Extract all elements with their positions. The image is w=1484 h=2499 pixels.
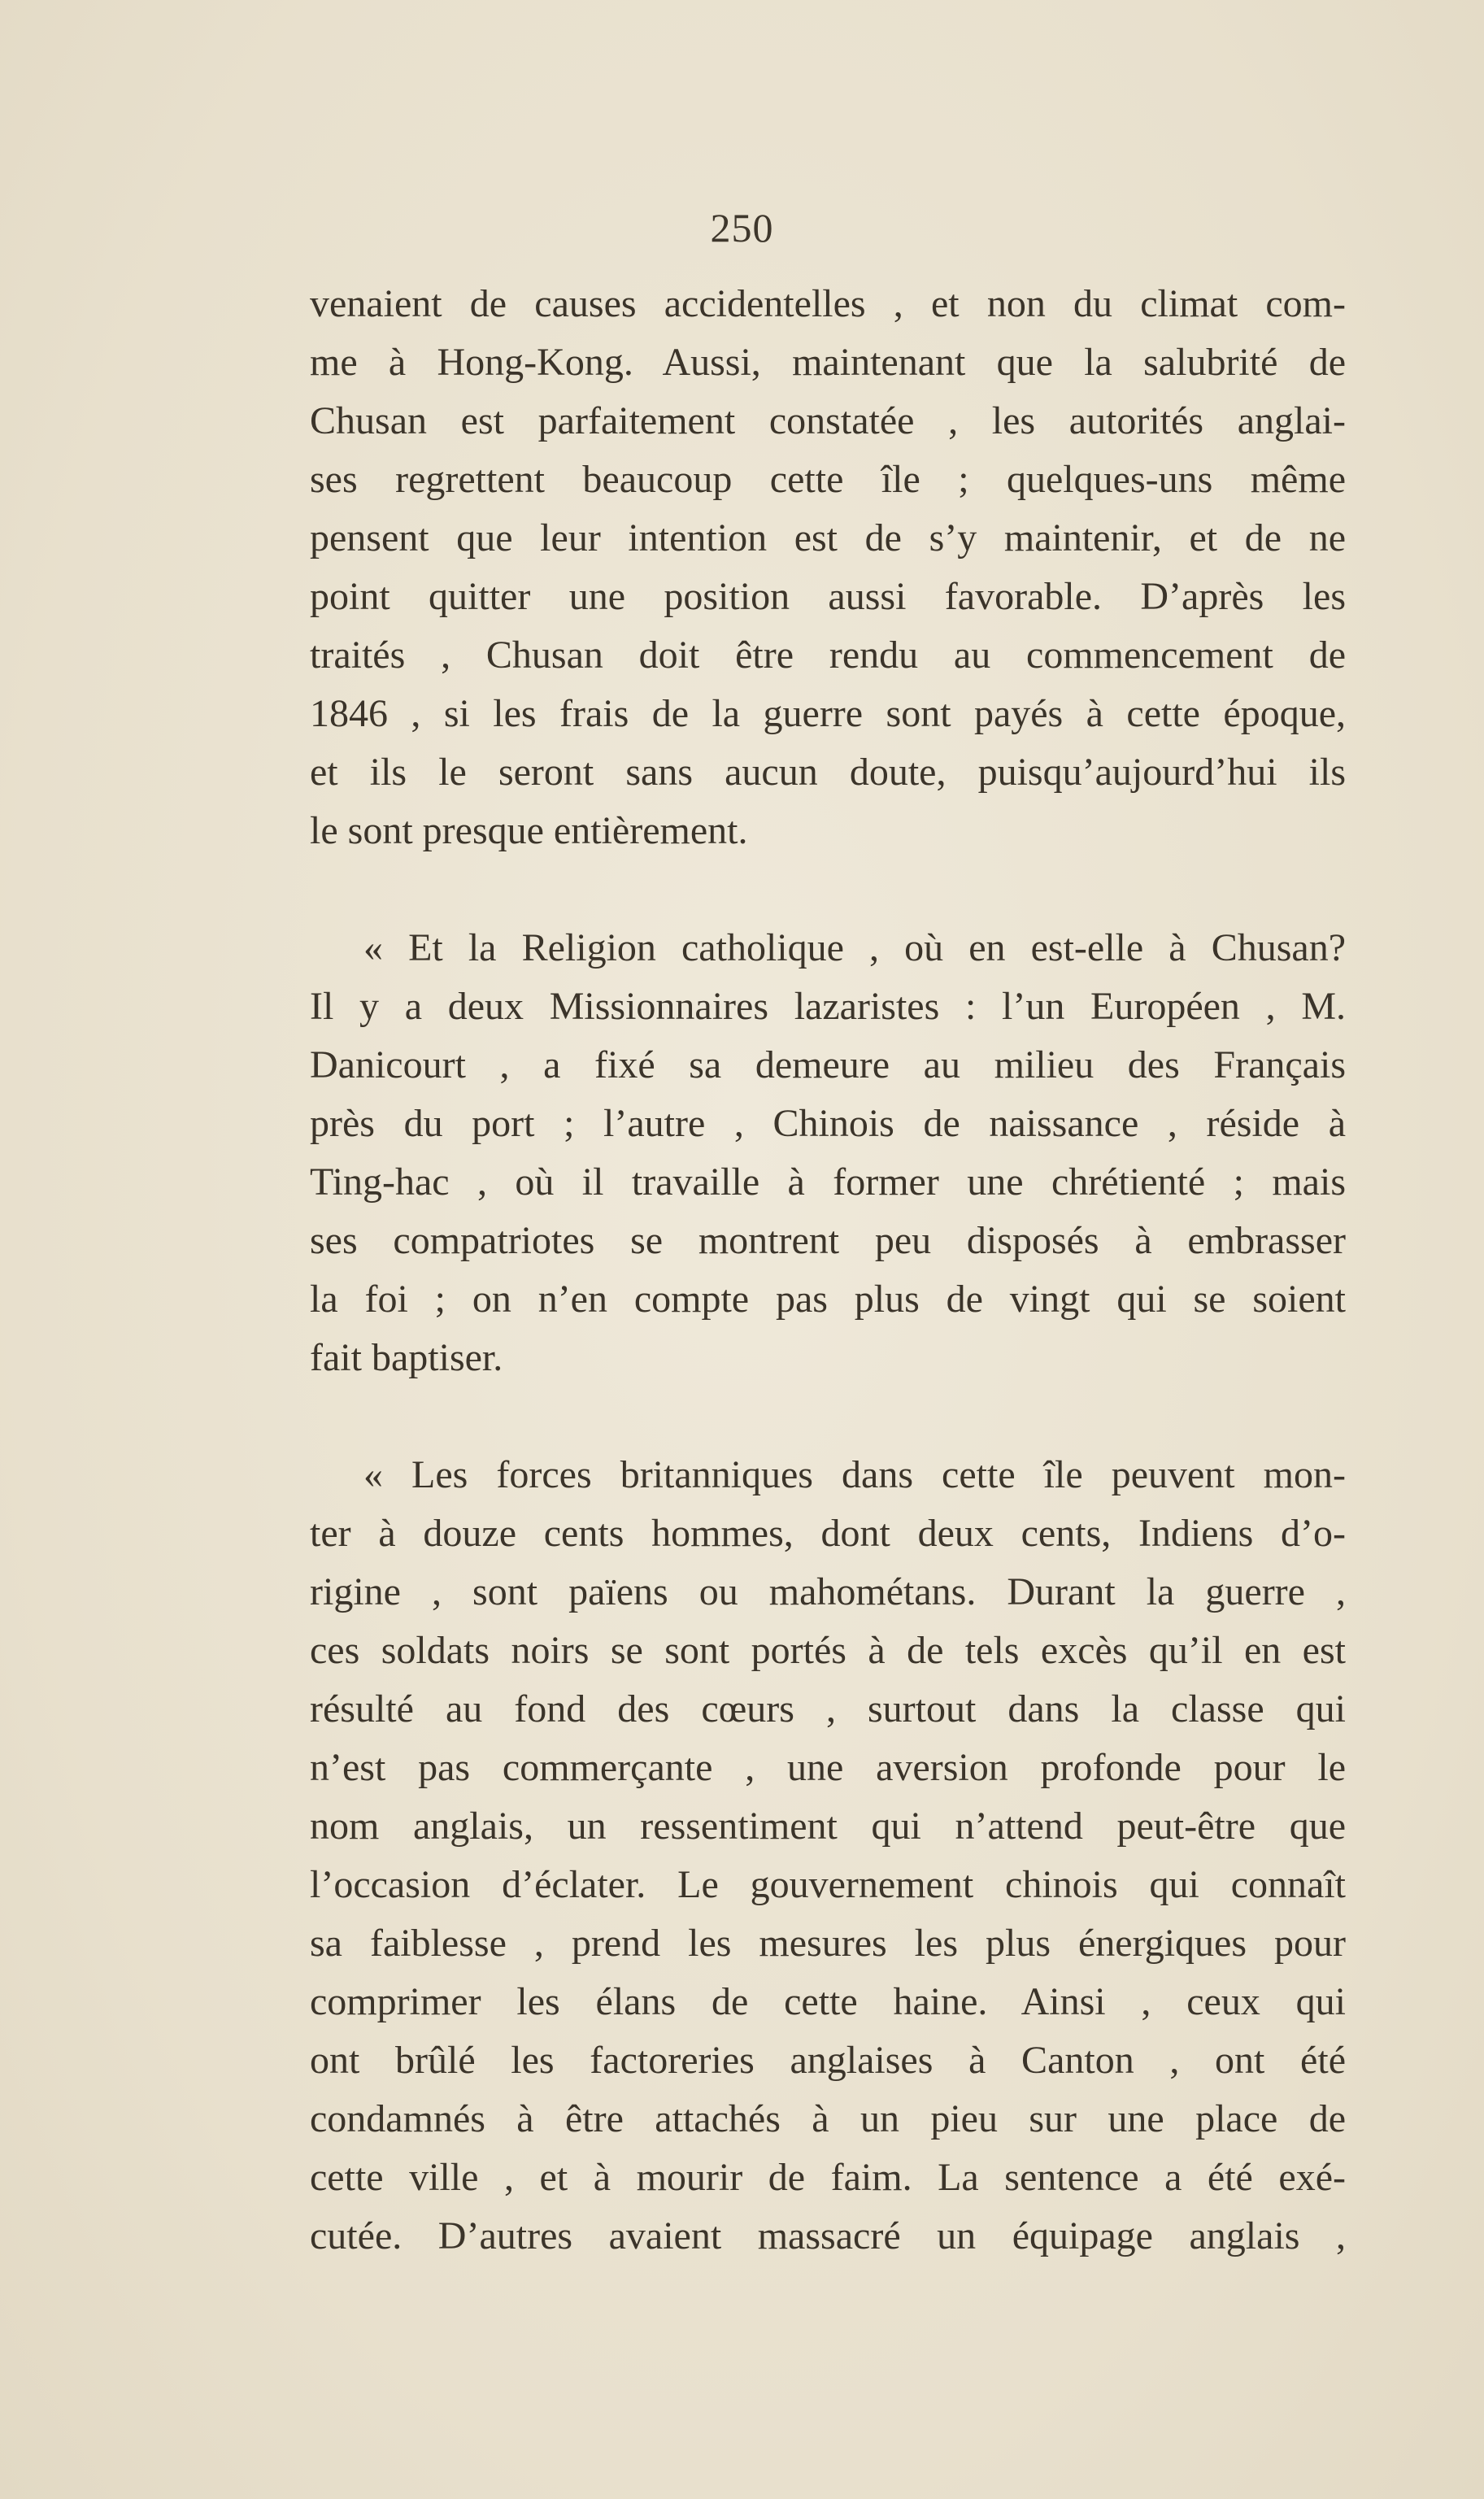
text-line: cette ville , et à mourir de faim. La sentence a été exé- (310, 2156, 1346, 2199)
text-line: condamnés à être attachés à un pieu sur une place de (310, 2097, 1346, 2140)
text-line: rigine , sont païens ou mahométans. Durant la guerre , (310, 1570, 1346, 1613)
text-line: venaient de causes accidentelles , et non du climat com- (310, 282, 1346, 325)
text-line: me à Hong-Kong. Aussi, maintenant que la salubrité de (310, 341, 1346, 384)
text-line: ses compatriotes se montrent peu disposés à embrasser (310, 1219, 1346, 1262)
text-line: l’occasion d’éclater. Le gouvernement chinois qui connaît (310, 1863, 1346, 1906)
text-line: Chusan est parfaitement constatée , les autorités anglai- (310, 399, 1346, 442)
text-line: nom anglais, un ressentiment qui n’attend peut-être que (310, 1805, 1346, 1848)
paragraph-3 (310, 1446, 1346, 2266)
text-line: résulté au fond des cœurs , surtout dans la classe qui (310, 1687, 1346, 1731)
body-text (310, 275, 1346, 2266)
text-line: ses regrettent beaucoup cette île ; quelques-uns même (310, 458, 1346, 501)
text-line: cutée. D’autres avaient massacré un équipage anglais , (310, 2214, 1346, 2257)
text-line: et ils le seront sans aucun doute, puisqu’aujourd’hui ils (310, 751, 1346, 794)
text-line: fait baptiser. (310, 1336, 503, 1379)
text-line: pensent que leur intention est de s’y maintenir, et de ne (310, 516, 1346, 559)
text-line: ont brûlé les factoreries anglaises à Canton , ont été (310, 2039, 1346, 2082)
text-line: Ting-hac , où il travaille à former une chrétienté ; mais (310, 1160, 1346, 1204)
page-number: 250 (710, 205, 774, 250)
text-line: traités , Chusan doit être rendu au commencement de (310, 633, 1346, 677)
text-line: 1846 , si les frais de la guerre sont payés à cette époque, (310, 692, 1346, 735)
text-line: Il y a deux Missionnaires lazaristes : l’un Européen , M. (310, 985, 1346, 1028)
text-line: point quitter une position aussi favorable. D’après les (310, 575, 1346, 618)
text-line: comprimer les élans de cette haine. Ainsi , ceux qui (310, 1980, 1346, 2023)
text-line: la foi ; on n’en compte pas plus de vingt qui se soient (310, 1278, 1346, 1321)
paragraph-1 (310, 275, 1346, 860)
text-line: Danicourt , a fixé sa demeure au milieu des Français (310, 1043, 1346, 1086)
paragraph-2 (310, 919, 1346, 1387)
text-line: le sont presque entièrement. (310, 809, 748, 852)
text-line: ces soldats noirs se sont portés à de tels excès qu’il en est (310, 1629, 1346, 1672)
text-line: « Les forces britanniques dans cette île peuvent mon- (363, 1453, 1346, 1496)
text-line: ter à douze cents hommes, dont deux cents, Indiens d’o- (310, 1512, 1346, 1555)
text-line: « Et la Religion catholique , où en est-elle à Chusan? (363, 926, 1346, 969)
text-line: sa faiblesse , prend les mesures les plus énergiques pour (310, 1922, 1346, 1965)
text-line: près du port ; l’autre , Chinois de naissance , réside à (310, 1102, 1346, 1145)
text-line: n’est pas commerçante , une aversion profonde pour le (310, 1746, 1346, 1789)
